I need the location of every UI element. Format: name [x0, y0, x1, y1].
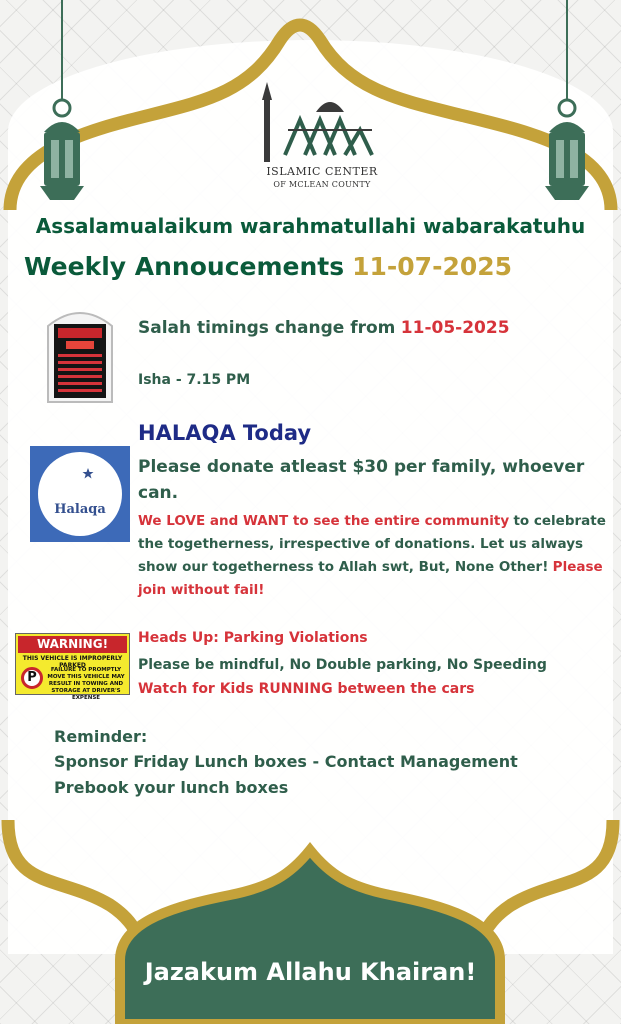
salah-change-date: 11-05-2025 [400, 318, 510, 338]
crescent-star-icon [66, 462, 96, 498]
reminder-line-2: Prebook your lunch boxes [54, 778, 289, 797]
join-text: Please join without fail! [138, 559, 603, 598]
logo-line-1: ISLAMIC CENTER [266, 165, 378, 178]
page-title [24, 252, 512, 281]
warning-sign-sub: THIS VEHICLE IS IMPROPERLY PARKED [22, 655, 123, 669]
greeting: Assalamualaikum warahmatullahi wabarakatuhu [35, 214, 586, 238]
lantern-right-icon [545, 0, 589, 200]
isha-time: Isha - 7.15 PM [138, 372, 251, 388]
reminder-label: Reminder: [54, 727, 148, 746]
parking-mindful: Please be mindful, No Double parking, No Speeding [138, 657, 547, 673]
community-message [138, 510, 608, 602]
parking-heads-up: Heads Up: Parking Violations [138, 630, 368, 646]
warning-sign-icon [15, 633, 130, 701]
salah-change-line [138, 318, 510, 338]
footer-arch [120, 850, 500, 1024]
no-parking-icon: P [21, 667, 43, 689]
lantern-left-icon [40, 0, 84, 200]
love-text-rest: to celebrate the togetherness, irrespective of donations. Let us always show our togetherness to Allah swt, But, None Other! [138, 513, 606, 575]
love-text-red: We LOVE and WANT to see the entire community [138, 513, 510, 529]
halaqa-logo-text: Halaqa [54, 502, 106, 517]
halaqa-logo [30, 446, 130, 542]
mosque-logo-icon [262, 82, 372, 162]
halaqa-logo-circle [38, 452, 122, 536]
title-text: Weekly Annoucements [24, 252, 345, 281]
warning-sign-head: WARNING! [18, 636, 127, 653]
parking-kids: Watch for Kids RUNNING between the cars [138, 681, 475, 697]
warning-sign-fine: FAILURE TO PROMPTLY MOVE THIS VEHICLE MAY RESULT IN TOWING AND STORAGE AT DRIVER'S EXPENSE [47, 667, 125, 701]
footer-text: Jazakum Allahu Khairan! [144, 958, 477, 986]
salah-change-text: Salah timings change from [138, 318, 396, 338]
logo-line-2: OF MCLEAN COUNTY [273, 180, 371, 189]
donate-text: Please donate atleast $30 per family, whoever can. [138, 457, 585, 503]
halaqa-title: HALAQA Today [138, 421, 312, 445]
prayer-clock-icon [44, 306, 116, 404]
title-date: 11-07-2025 [352, 252, 513, 281]
reminder-line-1: Sponsor Friday Lunch boxes - Contact Management [54, 752, 518, 771]
